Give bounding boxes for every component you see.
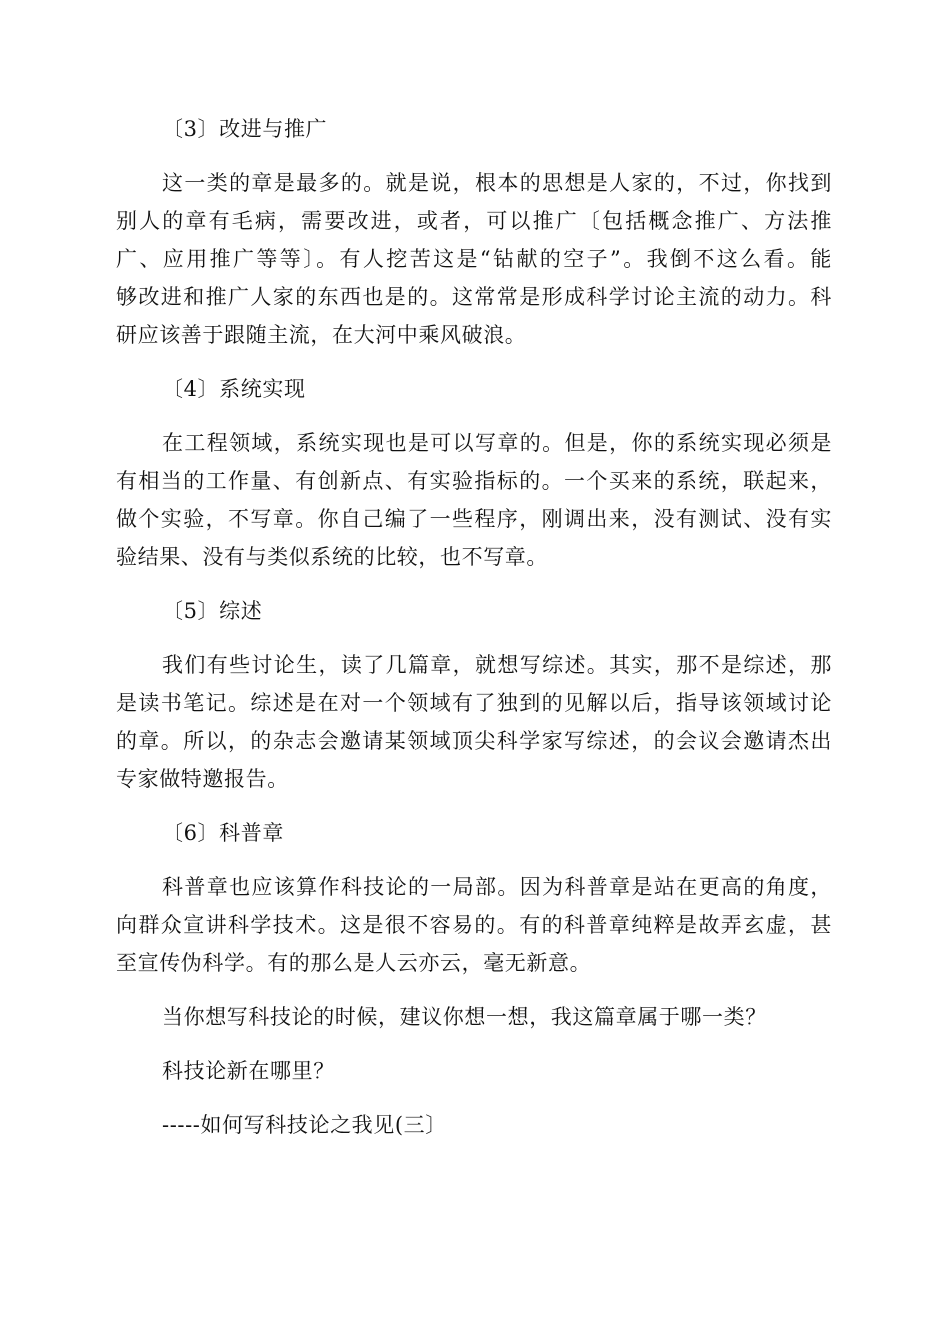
paragraph-line: 广、应用推广等等〕。有人挖苦这是“钻献的空子”。我倒不这么看。能	[116, 247, 832, 271]
paragraph-line: 别人的章有毛病，需要改进，或者，可以推广〔包括概念推广、方法推	[116, 209, 832, 233]
paragraph-line: 够改进和推广人家的东西也是的。这常常是形成科学讨论主流的动力。科	[116, 285, 832, 309]
document-body	[116, 110, 832, 1144]
paragraph-line: 这一类的章是最多的。就是说，根本的思想是人家的，不过，你找到	[162, 171, 832, 195]
section-heading: 〔4〕系统实现	[162, 377, 306, 401]
paragraph-line: 是读书笔记。综述是在对一个领域有了独到的见解以后，指导该领域讨论	[116, 691, 832, 715]
section-heading: 〔5〕综述	[162, 599, 263, 623]
paragraph-line: 做个实验，不写章。你自己编了一些程序，刚调出来，没有测试、没有实	[116, 507, 832, 531]
paragraph-line: 研应该善于跟随主流，在大河中乘风破浪。	[116, 323, 527, 347]
next-article-subtitle: -----如何写科技论之我见(三〕	[162, 1113, 447, 1137]
paragraph-line: 向群众宣讲科学技术。这是很不容易的。有的科普章纯粹是故弄玄虚，甚	[116, 913, 832, 937]
section-paragraph	[116, 424, 832, 576]
paragraph-line: 验结果、没有与类似系统的比较，也不写章。	[116, 545, 548, 569]
next-article-title: 科技论新在哪里？	[162, 1059, 335, 1083]
paragraph-line: 在工程领域，系统实现也是可以写章的。但是，你的系统实现必须是	[162, 431, 832, 455]
paragraph-line: 专家做特邀报告。	[116, 767, 289, 791]
paragraph-line: 至宣传伪科学。有的那么是人云亦云，毫无新意。	[116, 951, 592, 975]
closing-question: 当你想写科技论的时候，建议你想一想，我这篇章属于哪一类？	[162, 1005, 767, 1029]
section-heading: 〔6〕科普章	[162, 821, 284, 845]
section-paragraph	[116, 646, 832, 798]
section-paragraph	[116, 164, 832, 354]
paragraph-line: 的章。所以，的杂志会邀请某领域顶尖科学家写综述，的会议会邀请杰出	[116, 729, 832, 753]
paragraph-line: 我们有些讨论生，读了几篇章，就想写综述。其实，那不是综述，那	[162, 653, 832, 677]
section-paragraph	[116, 868, 832, 982]
paragraph-line: 科普章也应该算作科技论的一局部。因为科普章是站在更高的角度，	[162, 875, 832, 899]
paragraph-line: 有相当的工作量、有创新点、有实验指标的。一个买来的系统，联起来，	[116, 469, 832, 493]
section-heading: 〔3〕改进与推广	[162, 117, 328, 141]
